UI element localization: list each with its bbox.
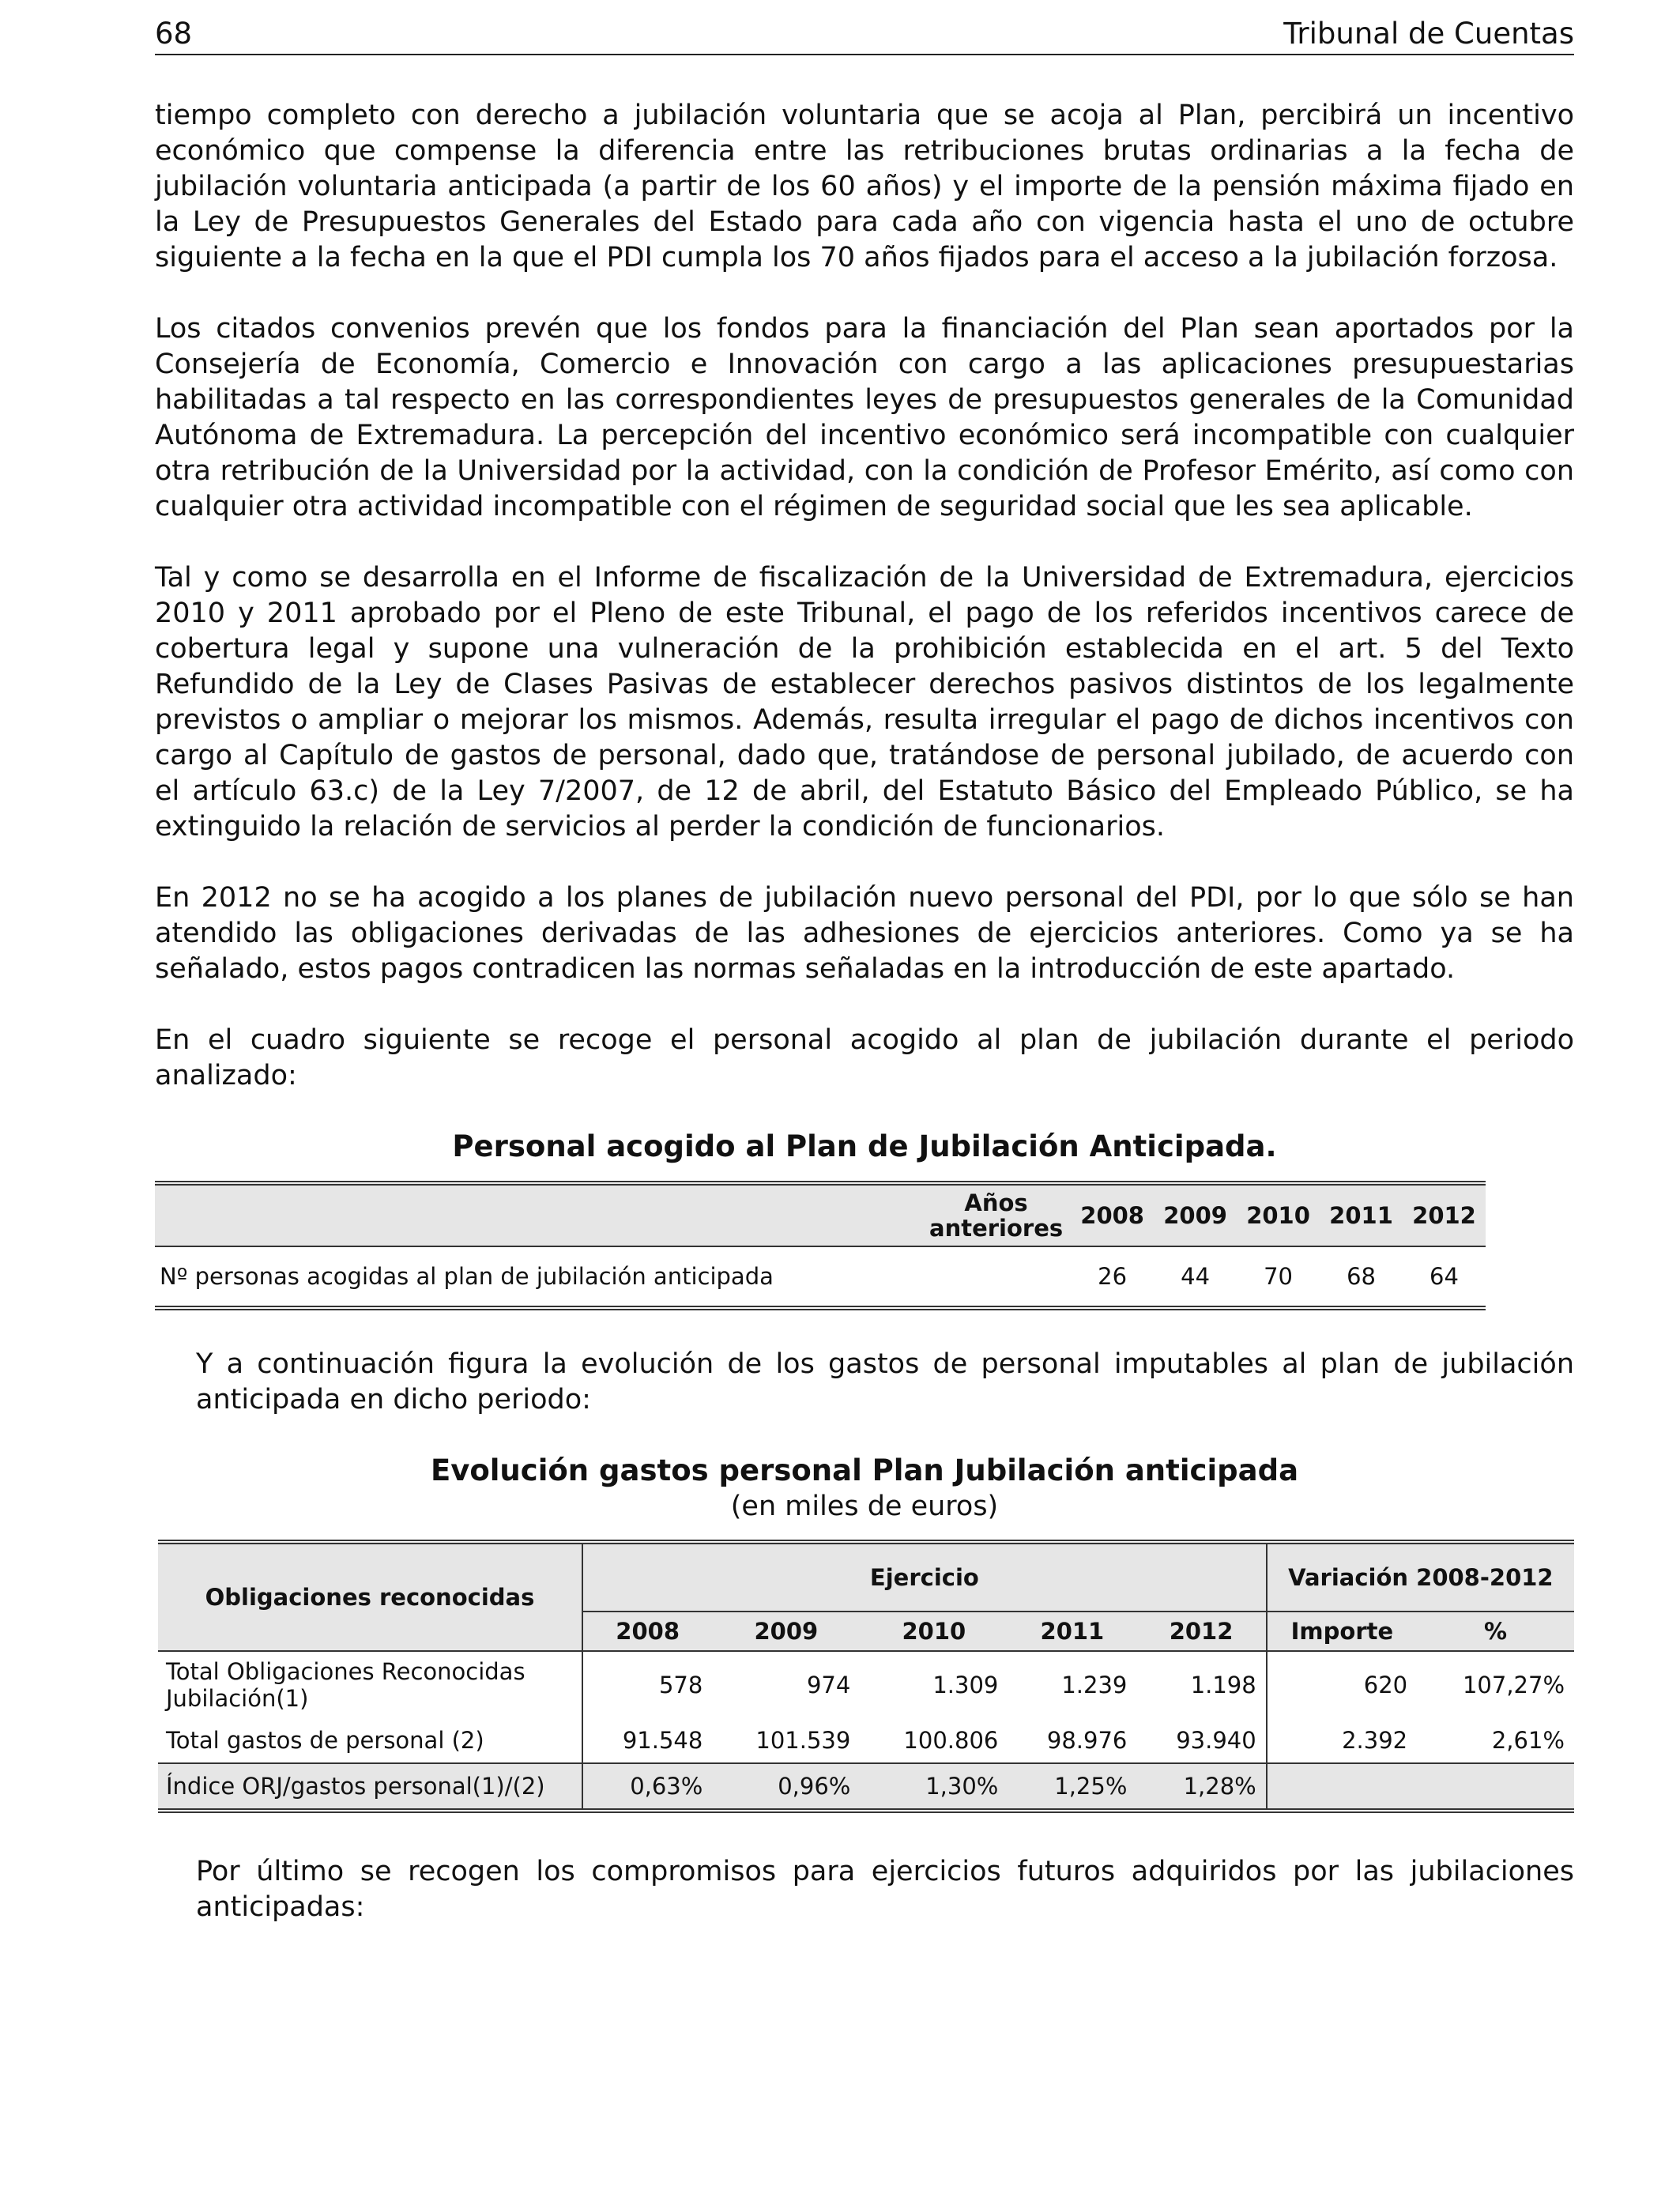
table-cell: 0,63% xyxy=(582,1763,712,1811)
table-personal-acogido xyxy=(155,1181,1486,1310)
table-cell-label: Nº personas acogidas al plan de jubilación anticipada xyxy=(155,1246,921,1308)
table-header-cell: 2009 xyxy=(712,1612,860,1651)
publisher-name: Tribunal de Cuentas xyxy=(1283,17,1574,51)
table-header-cell: Años anteriores xyxy=(921,1183,1071,1246)
table-header-cell xyxy=(155,1183,921,1246)
table-cell: 44 xyxy=(1154,1246,1237,1308)
table-cell: 1.198 xyxy=(1136,1651,1266,1718)
paragraph: En el cuadro siguiente se recoge el personal acogido al plan de jubilación durante el periodo analizado: xyxy=(155,1024,1574,1091)
table-cell-label: Total Obligaciones Reconocidas Jubilación(1) xyxy=(158,1651,582,1718)
page-header xyxy=(155,14,1574,55)
table-header-group: Variación 2008-2012 xyxy=(1267,1542,1574,1612)
paragraph: Por último se recogen los compromisos para ejercicios futuros adquiridos por las jubilaciones anticipadas: xyxy=(196,1856,1574,1923)
table-header-cell: 2011 xyxy=(1008,1612,1136,1651)
table-header-cell: 2009 xyxy=(1154,1183,1237,1246)
paragraph: Y a continuación figura la evolución de los gastos de personal imputables al plan de jubilación anticipada en dicho periodo: xyxy=(196,1348,1574,1416)
table-cell: 974 xyxy=(806,1672,851,1698)
table-cell: 100.806 xyxy=(903,1727,999,1754)
table-cell xyxy=(1267,1763,1417,1811)
table-row xyxy=(158,1718,1574,1763)
table-cell: 578 xyxy=(658,1672,703,1698)
table-header-row xyxy=(158,1542,1574,1612)
table2-title: Evolución gastos personal Plan Jubilación anticipada xyxy=(430,1453,1299,1487)
paragraph: En 2012 no se ha acogido a los planes de jubilación nuevo personal del PDI, por lo que sólo se han atendido las obligaciones derivadas de las adhesiones de ejercicios anteriores. Como ya se ha señalado, estos pagos contradicen las normas señaladas en la introducción de este apartado. xyxy=(155,882,1574,985)
table-cell: 2.392 xyxy=(1342,1727,1408,1754)
paragraph: tiempo completo con derecho a jubilación voluntaria que se acoja al Plan, percibirá un incentivo económico que compense la diferencia entre las retribuciones brutas ordinarias a la fecha de jubilación voluntaria anticipada (a partir de los 60 años) y el importe de la pensión máxima fijado en la Ley de Presupuestos Generales del Estado para cada año con vigencia hasta el uno de octubre siguiente a la fecha en la que el PDI cumpla los 70 años fijados para el acceso a la jubilación forzosa. xyxy=(155,100,1574,273)
table-cell: 68 xyxy=(1320,1246,1403,1308)
table-header-cell: 2011 xyxy=(1320,1183,1403,1246)
table-row xyxy=(158,1651,1574,1718)
table-cell-label: Total gastos de personal (2) xyxy=(158,1718,582,1763)
table-header-cell: Obligaciones reconocidas xyxy=(158,1542,582,1651)
table2-subtitle: (en miles de euros) xyxy=(730,1491,999,1522)
table-row xyxy=(155,1246,1486,1308)
table-cell: 64 xyxy=(1403,1246,1486,1308)
table-cell: 70 xyxy=(1237,1246,1320,1308)
table-header-row xyxy=(155,1183,1486,1246)
table-header-cell: % xyxy=(1417,1612,1574,1651)
table-header-group: Ejercicio xyxy=(582,1542,1267,1612)
table-header-cell: 2008 xyxy=(582,1612,712,1651)
table1-title: Personal acogido al Plan de Jubilación Anticipada. xyxy=(452,1129,1277,1163)
table-header-cell: 2012 xyxy=(1403,1183,1486,1246)
page-content xyxy=(155,98,1574,1961)
table-cell: 26 xyxy=(1071,1246,1154,1308)
table-cell: 1,25% xyxy=(1008,1763,1136,1811)
paragraph: Los citados convenios prevén que los fondos para la financiación del Plan sean aportados por la Consejería de Economía, Comercio e Innovación con cargo a las aplicaciones presupuestarias habilitadas a tal respecto en las correspondientes leyes de presupuestos generales de la Comunidad Autónoma de Extremadura. La percepción del incentivo económico será incompatible con cualquier otra retribución de la Universidad por la actividad, con la condición de Profesor Emérito, así como con cualquier otra actividad incompatible con el régimen de seguridad social que les sea aplicable. xyxy=(155,313,1574,522)
table-cell: 620 xyxy=(1363,1672,1408,1698)
table-cell: 107,27% xyxy=(1462,1672,1565,1698)
table-cell: 98.976 xyxy=(1046,1727,1128,1754)
table-cell: 93.940 xyxy=(1136,1718,1266,1763)
table-header-cell: 2010 xyxy=(860,1612,1008,1651)
table-cell xyxy=(1417,1763,1574,1811)
table-evolucion-gastos xyxy=(158,1540,1574,1813)
table-header-cell: 2012 xyxy=(1136,1612,1266,1651)
table-cell: 1,30% xyxy=(860,1763,1008,1811)
table-cell: 2,61% xyxy=(1491,1727,1565,1754)
paragraph: Tal y como se desarrolla en el Informe de fiscalización de la Universidad de Extremadura, ejercicios 2010 y 2011 aprobado por el Pleno de este Tribunal, el pago de los referidos incentivos carece de cobertura legal y supone una vulneración de la prohibición establecida en el art. 5 del Texto Refundido de la Ley de Clases Pasivas de establecer derechos pasivos distintos de los legalmente previstos o ampliar o mejorar los mismos. Además, resulta irregular el pago de dichos incentivos con cargo al Capítulo de gastos de personal, dado que, tratándose de personal jubilado, de acuerdo con el artículo 63.c) de la Ley 7/2007, de 12 de abril, del Estatuto Básico del Empleado Público, se ha extinguido la relación de servicios al perder la condición de funcionarios. xyxy=(155,562,1574,843)
table-row xyxy=(158,1763,1574,1811)
table-cell: 1,28% xyxy=(1136,1763,1266,1811)
table-cell xyxy=(921,1246,1071,1308)
page-number: 68 xyxy=(155,17,193,51)
table-cell: 91.548 xyxy=(622,1727,703,1754)
table-cell-label: Índice ORJ/gastos personal(1)/(2) xyxy=(158,1763,582,1811)
table-cell: 1.239 xyxy=(1061,1672,1128,1698)
table-header-cell: Importe xyxy=(1267,1612,1417,1651)
table-cell: 1.309 xyxy=(932,1672,999,1698)
table-cell: 101.539 xyxy=(755,1727,851,1754)
table-header-cell: 2008 xyxy=(1071,1183,1154,1246)
table-cell: 0,96% xyxy=(712,1763,860,1811)
table-header-cell: 2010 xyxy=(1237,1183,1320,1246)
